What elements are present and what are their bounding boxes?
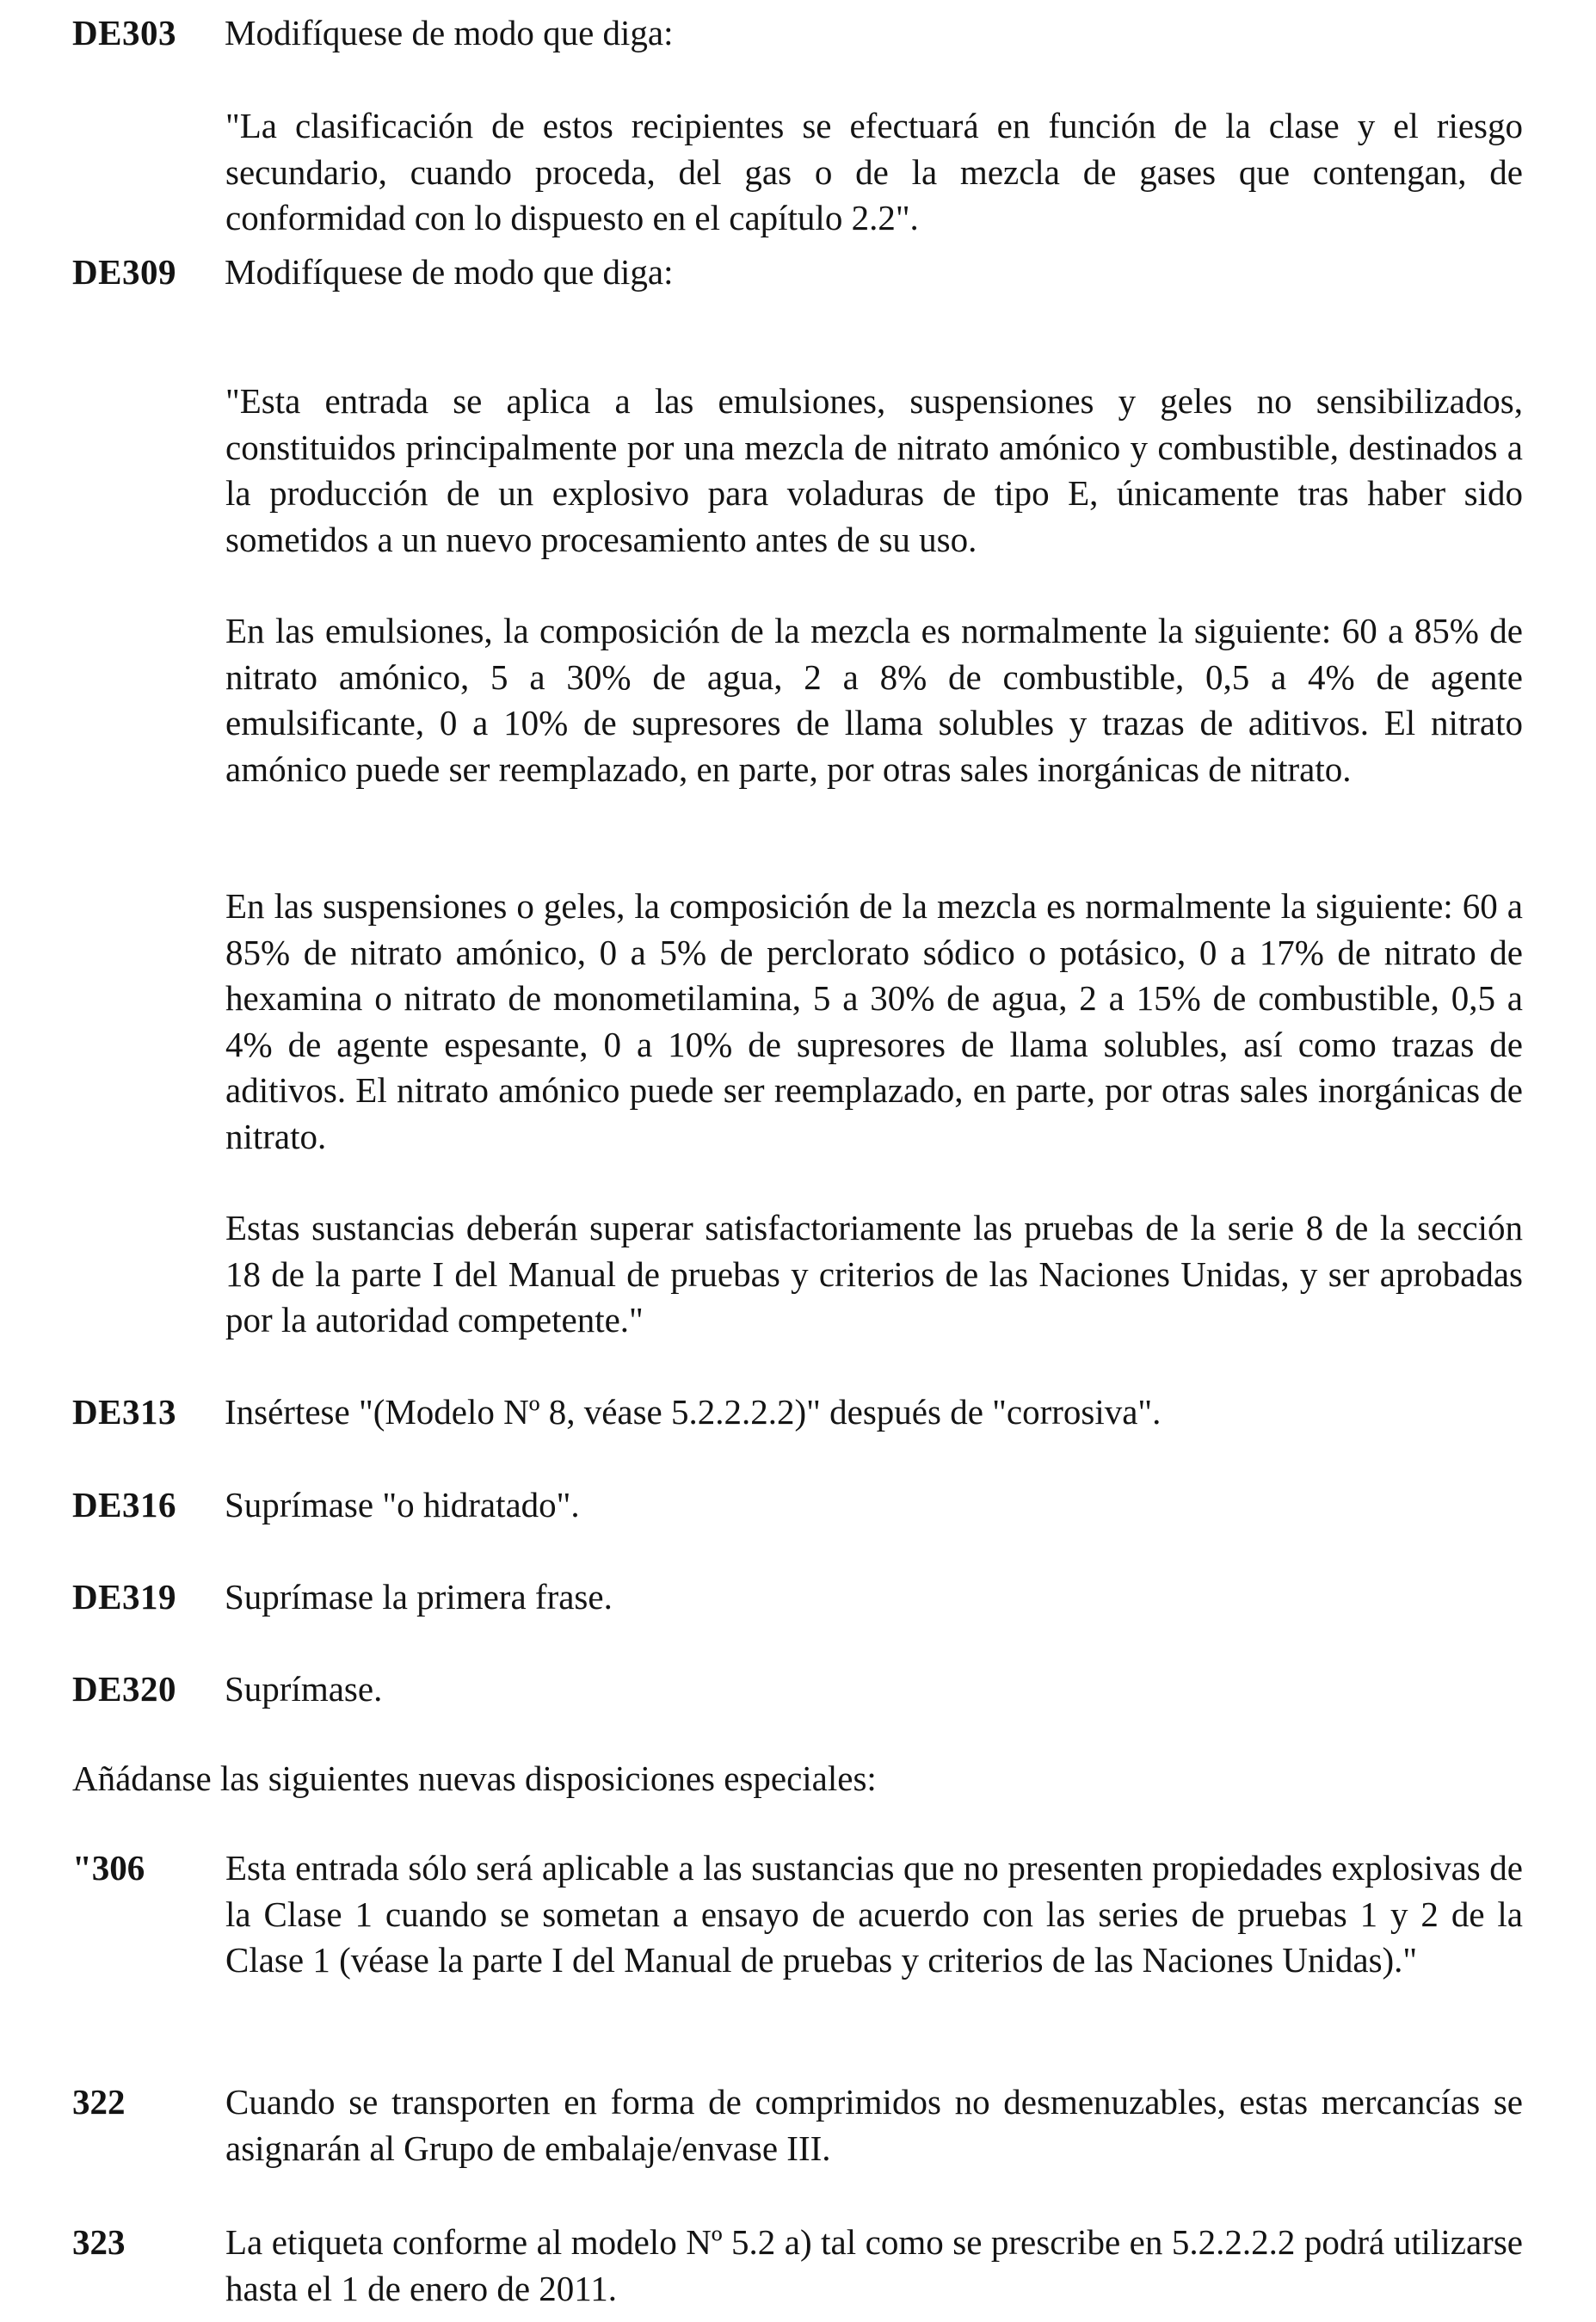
entry-paragraph: Estas sustancias deberán superar satisfactoriamente las pruebas de la serie 8 de la sección 18 de la parte I del Manual de pruebas y criterios de las Naciones Unidas, y ser aprobadas por la autoridad competente." (225, 1208, 1523, 1340)
provision-text: La etiqueta conforme al modelo Nº 5.2 a) tal como se prescribe en 5.2.2.2.2 podrá utilizarse hasta el 1 de enero de 2011. (225, 2222, 1523, 2308)
entry-code: DE319 (72, 1577, 176, 1617)
entry-code: DE303 (72, 13, 176, 52)
entry-instruction: Modifíquese de modo que diga: (225, 13, 674, 52)
provision-code: "306 (72, 1848, 145, 1888)
entry-code: DE313 (72, 1392, 176, 1432)
entry-paragraph: En las suspensiones o geles, la composición de la mezcla es normalmente la siguiente: 60 a 85% de nitrato amónico, 0 a 5% de perclorato sódico o potásico, 0 a 17% de nitrato de hexamina o nitrato de monometilamina, 5 a 30% de agua, 2 a 15% de combustible, 0,5 a 4% de agente espesante, 0 a 10% de supresores de llama solubles, así como trazas de aditivos. El nitrato amónico puede ser reemplazado, en parte, por otras sales inorgánicas de nitrato. (225, 886, 1523, 1156)
entry-code: DE320 (72, 1669, 176, 1709)
entry-paragraph: "La clasificación de estos recipientes se efectuará en función de la clase y el riesgo secundario, cuando proceda, del gas o de la mezcla de gases que contengan, de conformidad con lo dispuesto en el capítulo 2.2". (225, 106, 1523, 237)
entry-paragraph: "Esta entrada se aplica a las emulsiones, suspensiones y geles no sensibilizados, constituidos principalmente por una mezcla de nitrato amónico y combustible, destinados a la producción de un explosivo para voladuras de tipo E, únicamente tras haber sido sometidos a un nuevo procesamiento antes de su uso. (225, 381, 1523, 559)
entry-instruction: Insértese "(Modelo Nº 8, véase 5.2.2.2.2)" después de "corrosiva". (225, 1392, 1162, 1432)
entry-instruction: Modifíquese de modo que diga: (225, 252, 674, 292)
provision-text: Esta entrada sólo será aplicable a las sustancias que no presenten propiedades explosivas de la Clase 1 cuando se sometan a ensayo de acuerdo con las series de pruebas 1 y 2 de la Clase 1 (véase la parte I del Manual de pruebas y criterios de las Naciones Unidas)." (225, 1848, 1523, 1980)
entry-paragraph: En las emulsiones, la composición de la mezcla es normalmente la siguiente: 60 a 85% de nitrato amónico, 5 a 30% de agua, 2 a 8% de combustible, 0,5 a 4% de agente emulsificante, 0 a 10% de supresores de llama solubles y trazas de aditivos. El nitrato amónico puede ser reemplazado, en parte, por otras sales inorgánicas de nitrato. (225, 611, 1523, 789)
entry-code: DE309 (72, 252, 176, 292)
entry-instruction: Suprímase "o hidratado". (225, 1485, 580, 1524)
entry-code: DE316 (72, 1485, 176, 1524)
provision-text: Cuando se transporten en forma de comprimidos no desmenuzables, estas mercancías se asignarán al Grupo de embalaje/envase III. (225, 2082, 1523, 2168)
provision-code: 322 (72, 2082, 126, 2122)
entry-instruction: Suprímase. (225, 1669, 383, 1709)
entry-instruction: Suprímase la primera frase. (225, 1577, 613, 1617)
new-provisions-intro: Añádanse las siguientes nuevas disposiciones especiales: (72, 1758, 877, 1798)
provision-code: 323 (72, 2222, 126, 2262)
